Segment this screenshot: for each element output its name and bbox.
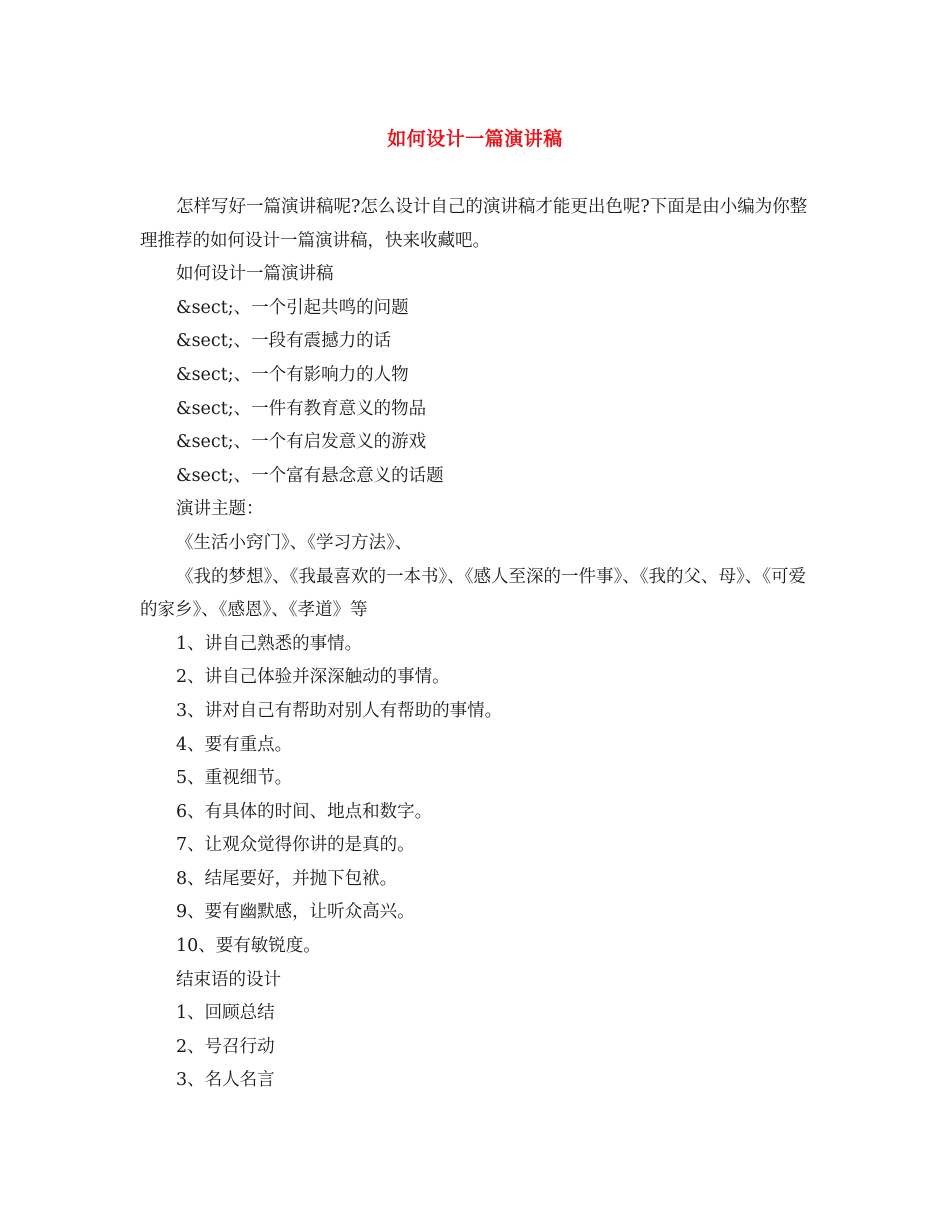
opening-item: &sect;、一个有启发意义的游戏: [176, 432, 427, 453]
ending-heading: 结束语的设计: [176, 969, 281, 990]
tip-item: 6、有具体的时间、地点和数字。: [176, 801, 433, 822]
ending-item: 1、回顾总结: [176, 1003, 275, 1024]
ending-item: 3、名人名言: [176, 1070, 275, 1091]
subheading: 如何设计一篇演讲稿: [176, 264, 334, 285]
opening-item: &sect;、一件有教育意义的物品: [176, 398, 427, 419]
tip-item: 5、重视细节。: [176, 768, 293, 789]
intro-paragraph: 怎样写好一篇演讲稿呢?怎么设计自己的演讲稿才能更出色呢?下面是由小编为你整理推荐的如何设计一篇演讲稿，快来收藏吧。: [140, 197, 808, 251]
ending-item: 2、号召行动: [176, 1036, 275, 1057]
opening-item: &sect;、一个有影响力的人物: [176, 364, 409, 385]
tip-item: 4、要有重点。: [176, 734, 293, 755]
tip-item: 8、结尾要好，并抛下包袱。: [176, 868, 398, 889]
opening-item: &sect;、一段有震撼力的话: [176, 331, 392, 352]
topics-line: 《生活小窍门》、《学习方法》、: [176, 532, 413, 553]
tip-item: 10、要有敏锐度。: [176, 936, 321, 957]
opening-item: &sect;、一个富有悬念意义的话题: [176, 465, 444, 486]
opening-item: &sect;、一个引起共鸣的问题: [176, 297, 409, 318]
tip-item: 3、讲对自己有帮助对别人有帮助的事情。: [176, 700, 503, 721]
document-body: [140, 191, 820, 1098]
tip-item: 7、让观众觉得你讲的是真的。: [176, 835, 415, 856]
tip-item: 9、要有幽默感，让听众高兴。: [176, 902, 415, 923]
tip-item: 2、讲自己体验并深深触动的事情。: [176, 667, 450, 688]
document-title: 如何设计一篇演讲稿: [387, 128, 563, 150]
topics-paragraph: 《我的梦想》、《我最喜欢的一本书》、《感人至深的一件事》、《我的父、母》、《可爱的家乡》、《感恩》、《孝道》等: [140, 566, 806, 621]
topics-label: 演讲主题：: [176, 499, 264, 520]
tip-item: 1、讲自己熟悉的事情。: [176, 633, 363, 654]
